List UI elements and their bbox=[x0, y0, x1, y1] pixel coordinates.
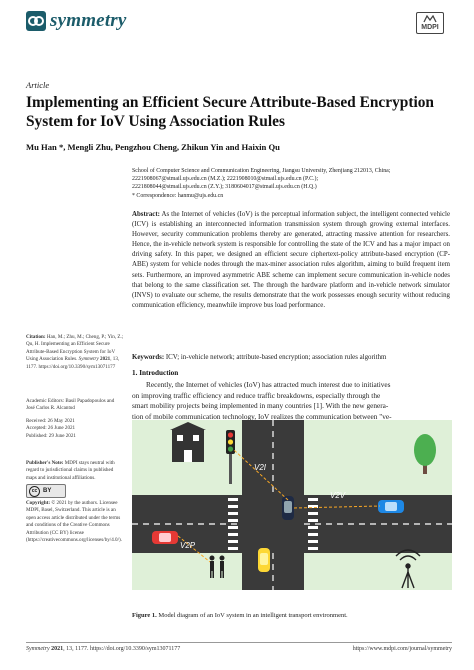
received-date: Received: 26 May 2021 bbox=[26, 418, 75, 424]
intro-line: Recently, the Internet of vehicles (IoV) has attracted much interest due to initiatives bbox=[146, 380, 391, 389]
correspondence-email-link[interactable]: hanmu@ujs.edu.cn bbox=[177, 192, 224, 199]
footer-divider bbox=[26, 642, 452, 643]
footer-year: 2021 bbox=[51, 646, 64, 652]
mdpi-logo-icon bbox=[423, 15, 437, 23]
citation-doi-link[interactable]: , 13, 1177. https://doi.org/10.3390/sym13071177 bbox=[26, 356, 120, 370]
accepted-date: Accepted: 26 June 2021 bbox=[26, 425, 76, 432]
footer-doi-link[interactable]: , 13, 1177. https://doi.org/10.3390/sym13071177 bbox=[63, 646, 181, 652]
intro-line: tion of mobile communication technology, IoV realizes the communication between "ve- bbox=[132, 411, 392, 421]
intro-line: on improving traffic efficiency and reduce traffic breakdowns, especially through the bbox=[132, 390, 381, 400]
intro-line: smart mobility projects being implemented in many countries [1]. With the new genera- bbox=[132, 401, 389, 410]
paper-title: Implementing an Efficient Secure Attribute-Based Encryption System for IoV Using Association Rules bbox=[26, 94, 434, 130]
academic-editors: Academic Editors: Basil Papadopoulos and José Carlos R. Alcantud bbox=[26, 398, 115, 412]
publishers-note bbox=[26, 460, 124, 482]
footer-journal: Symmetry bbox=[26, 646, 50, 652]
author-list: Mu Han *, Mengli Zhu, Pengzhou Cheng, Zhikun Yin and Haixin Qu bbox=[26, 142, 280, 152]
figure-caption bbox=[132, 612, 452, 619]
section-heading-introduction: 1. Introduction bbox=[132, 369, 179, 377]
figure-iov-model bbox=[132, 420, 452, 590]
building-icon bbox=[170, 422, 206, 462]
mdpi-label: MDPI bbox=[421, 24, 439, 31]
citation-text: Han, M.; Zhu, M.; Cheng, P.; Yin, Z.; Qu, H. Implementing an Efficient Secure Attribute-Based Encryption System for IoV Using Association Rules. bbox=[26, 334, 124, 363]
citation-journal: Symmetry bbox=[78, 356, 99, 363]
v2p-label: V2P bbox=[180, 541, 196, 550]
car-red-icon bbox=[152, 531, 178, 544]
citation-label: Citation: bbox=[26, 334, 46, 340]
keywords-label: Keywords: bbox=[132, 354, 165, 361]
v2v-label: V2V bbox=[330, 491, 346, 500]
mdpi-logo bbox=[416, 12, 444, 34]
figure-caption-text: Model diagram of an IoV system in an intelligent transport environment. bbox=[158, 612, 348, 619]
journal-name: symmetry bbox=[50, 10, 127, 31]
publishers-note-text: MDPI stays neutral with regard to jurisdictional claims in published maps and institutional affiliations. bbox=[26, 460, 115, 481]
affiliation-line: School of Computer Science and Communication Engineering, Jiangsu University, Zhenjiang 212013, China; bbox=[132, 168, 391, 174]
correspondence-line bbox=[132, 192, 452, 200]
symmetry-logo-icon bbox=[26, 11, 46, 31]
keywords-text: ICV; in-vehicle network; attribute-based encryption; association rules algorithm bbox=[165, 354, 387, 361]
article-type: Article bbox=[26, 80, 50, 90]
affiliation-line: 2221808044@stmail.ujs.edu.cn (Z.Y.); 3180604017@stmail.ujs.edu.cn (H.Q.) bbox=[132, 184, 317, 191]
car-blue-icon bbox=[378, 500, 404, 513]
citation-year: 2021 bbox=[100, 356, 111, 363]
abstract-text: As the Internet of vehicles (IoV) is the perceptual information subject, the intelligent connected vehicle (ICV) is establishing an interconnected information transmission system through growing external interfaces. However, security communication problems thereby are generated, attracting massive attention for researchers. Hence, the in-vehicle network system is responsible for controlling the state of the ICV and has a major impact on driving safety. In this paper, we designed an efficient secure ciphertext-policy attribute-based encryption (CP-ABE) system for vehicle nodes through the max-miner association rules algorithm, aiming to build frequent item sets. Furthermore, an improved asymmetric ABE scheme can implement secure communication in-vehicle nodes that belong to the same classification set. The through the hardware platform and in-vehicle network simulator (INVS) to evaluate our scheme, the results demonstrate that the work possesses enough security without reducing communication efficiency, meanwhile improve bus load performance. bbox=[132, 211, 451, 309]
v2i-label: V2I bbox=[254, 463, 267, 472]
publishers-note-label: Publisher's Note: bbox=[26, 460, 64, 466]
copyright-label: Copyright: bbox=[26, 500, 51, 506]
correspondence-label: * Correspondence: bbox=[132, 192, 178, 199]
cc-by-license-badge[interactable] bbox=[26, 484, 66, 498]
footer-citation bbox=[26, 646, 180, 652]
affiliation-block bbox=[132, 167, 452, 200]
abstract-label: Abstract: bbox=[132, 211, 160, 218]
by-label: BY bbox=[43, 488, 52, 494]
copyright-text: © 2021 by the authors. Licensee MDPI, Basel, Switzerland. This article is an open access article distributed under the terms and conditions of the Creative Commons Attribution (CC BY) license (https://creativecommons.org/licenses/by/4.0/). bbox=[26, 500, 122, 544]
citation-block bbox=[26, 334, 124, 371]
published-date: Published: 29 June 2021 bbox=[26, 432, 76, 439]
car-yellow-icon bbox=[258, 548, 270, 572]
abstract bbox=[132, 210, 450, 311]
figure-caption-label: Figure 1. bbox=[132, 612, 157, 619]
keywords bbox=[132, 353, 450, 363]
journal-url-link[interactable]: https://www.mdpi.com/journal/symmetry bbox=[352, 646, 452, 652]
copyright-block bbox=[26, 500, 124, 544]
publication-dates bbox=[26, 418, 124, 440]
affiliation-line: 2221908067@stmail.ujs.edu.cn (M.Z.); 2221908010@stmail.ujs.edu.cn (P.C.); bbox=[132, 176, 319, 183]
creative-commons-icon: cc bbox=[29, 486, 40, 497]
